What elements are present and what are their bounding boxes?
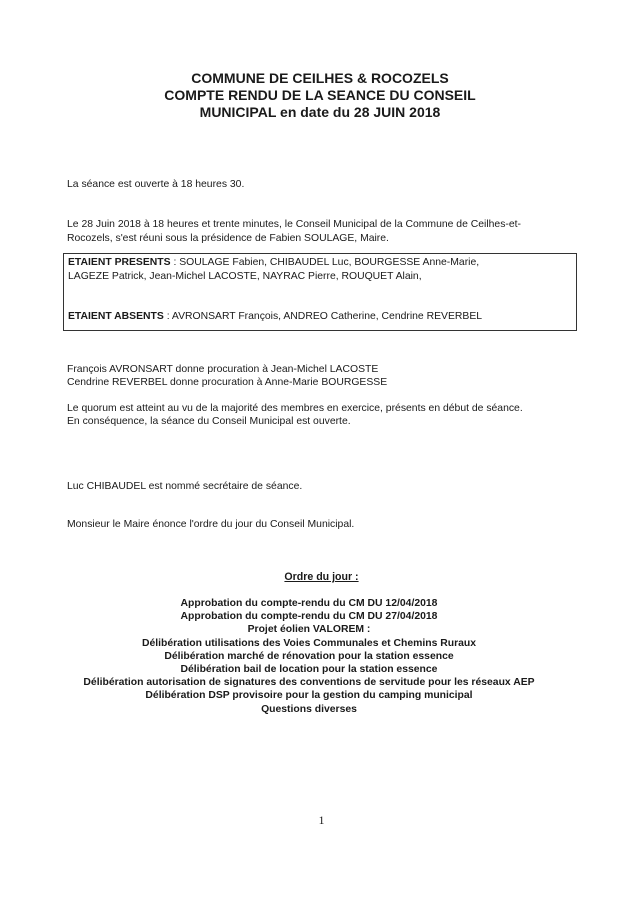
agenda-item: Délibération autorisation de signatures des conventions de servitude pour les réseaux AEP xyxy=(83,677,535,689)
title-line-3: MUNICIPAL en date du 28 JUIN 2018 xyxy=(199,104,441,120)
opening-text: La séance est ouverte à 18 heures 30. xyxy=(67,179,245,190)
agenda-list xyxy=(0,597,618,716)
present-line-1 xyxy=(68,256,479,269)
agenda-item: Délibération marché de rénovation pour la station essence xyxy=(164,650,454,662)
intro-line-1: Le 28 Juin 2018 à 18 heures et trente minutes, le Conseil Municipal de la Commune de Ceilhes-et- xyxy=(67,219,521,230)
quorum-line-2: En conséquence, la séance du Conseil Municipal est ouverte. xyxy=(67,416,351,427)
quorum-line-1: Le quorum est atteint au vu de la majorité des membres en exercice, présents en début de séance. xyxy=(67,403,523,414)
absent-line xyxy=(68,310,482,323)
secretary-text: Luc CHIBAUDEL est nommé secrétaire de séance. xyxy=(67,481,303,492)
title-line-1: COMMUNE DE CEILHES & ROCOZELS xyxy=(191,70,449,86)
present-names-1: : SOULAGE Fabien, CHIBAUDEL Luc, BOURGESSE Anne-Marie, xyxy=(170,257,480,268)
agenda-item: Délibération utilisations des Voies Communales et Chemins Ruraux xyxy=(141,637,477,649)
agenda-item: Délibération bail de location pour la station essence xyxy=(180,664,438,676)
present-line-2: LAGEZE Patrick, Jean-Michel LACOSTE, NAYRAC Pierre, ROUQUET Alain, xyxy=(68,271,422,282)
attendance-box xyxy=(63,253,577,331)
agenda-item: Projet éolien VALOREM : xyxy=(247,624,371,636)
agenda-heading: Ordre du jour : xyxy=(284,571,359,583)
proxy-line-1: François AVRONSART donne procuration à Jean-Michel LACOSTE xyxy=(67,364,379,375)
present-label: ETAIENT PRESENTS xyxy=(68,257,171,268)
agenda-item: Approbation du compte-rendu du CM DU 27/04/2018 xyxy=(180,611,438,623)
agenda-intro-text: Monsieur le Maire énonce l'ordre du jour du Conseil Municipal. xyxy=(67,519,355,530)
agenda-item: Délibération DSP provisoire pour la gestion du camping municipal xyxy=(145,690,473,702)
document-title xyxy=(60,70,580,121)
absent-label: ETAIENT ABSENTS xyxy=(68,311,164,322)
absent-names: : AVRONSART François, ANDREO Catherine, Cendrine REVERBEL xyxy=(163,311,483,322)
agenda-item: Approbation du compte-rendu du CM DU 12/04/2018 xyxy=(180,598,438,609)
page-number: 1 xyxy=(318,813,325,827)
intro-line-2: Rocozels, s'est réuni sous la présidence de Fabien SOULAGE, Maire. xyxy=(67,233,389,244)
proxy-line-2: Cendrine REVERBEL donne procuration à Anne-Marie BOURGESSE xyxy=(67,377,388,388)
agenda-item: Questions diverses xyxy=(261,703,357,715)
title-line-2: COMPTE RENDU DE LA SEANCE DU CONSEIL xyxy=(164,87,476,103)
